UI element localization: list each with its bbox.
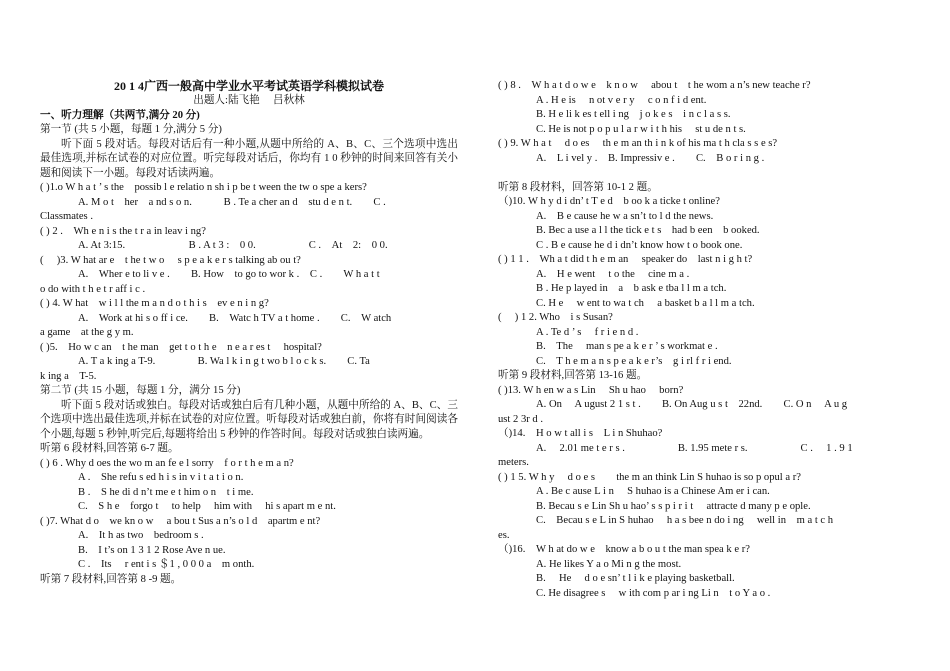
question-2-options: A. At 3:15. B . A t 3 : 0 0. C . At 2: 0 0. [78,240,388,251]
question-15-option-b: B. Becau s e Lin Sh u hao’ s s p i r i t attracte d many p e ople. [536,500,811,512]
question-16-option-b: B. He d o e sn’ t l i k e playing basketball. [536,573,735,584]
question-14-options: A. 2.01 me t e r s . B. 1.95 mete r s. C . 1 . 9 1 [536,442,853,454]
question-8-option-b: B. H e li k es t ell i ng j o k e s i n c l a s s. [536,109,731,120]
question-11-option-b: B . He p layed in a b ask e tba l l m a tch. [536,283,727,294]
right-column [498,0,912,601]
question-5-options: A. T a k ing a T-9. B. Wa l k i n g t wo b l o c k s. C. Ta [78,356,370,367]
question-13-options: A. On A ugust 2 1 s t . B. On Aug u s t 22nd. C. O n A u g [536,399,848,410]
section2-heading: 第二节 (共 15 小题，每题 1 分，满分 15 分) [40,385,241,396]
question-11: ( ) 1 1 . Wh a t did t h e m an speaker do last n i g h t? [498,254,753,265]
left-column [40,0,458,587]
question-2: ( ) 2 . Wh e n i s the t r a in leav i ng? [40,225,206,237]
question-15-option-a: A . Be c ause L i n S huhao is a Chinese Am er i can. [536,486,770,497]
question-9: ( ) 9. W h a t d o es th e m an th i n k of his ma t h cla s s e s? [498,138,778,149]
question-14-options-cont: meters. [498,457,529,468]
question-15-option-c: C. Becau s e L in S huhao h a s bee n do i ng well in m a t c h [536,515,834,526]
question-8-option-a: A . H e is n ot v e r y c o n f i d ent. [536,94,707,106]
section1-instructions: 听下面 5 段对话。每段对话后有一种小题,从题中所给的 A、B、C、三个选项中选出最佳选项,并标在试卷的对应位置。听完每段对话后，你均有 1 0 秒钟的时间来回答有关小题和阅读下一小题。每段对话读两遍。 [40,138,458,179]
question-7-option-a: A. It h as two bedroom s . [78,530,204,541]
question-7-option-b: B. I t’s on 1 3 1 2 Rose Ave n ue. [78,544,226,556]
question-7-option-c: C . Its r ent i s ＄1 , 0 0 0 a m onth. [78,559,255,570]
question-1-options-cont: Classmates . [40,211,93,222]
question-13-options-cont: ust 2 3r d . [498,413,544,425]
question-10-option-b: B. Bec a use a l l the tick e t s had b een b ooked. [536,225,760,236]
question-8: ( ) 8 . W h a t d o w e k n o w abou t t he wom a n’s new teache r? [498,80,811,91]
material-6-note: 听第 6 段材料,回答第 6-7 题。 [40,443,179,454]
question-3-options-cont: o do with t h e t r aff i c . [40,283,146,295]
section1-heading: 第一节 (共 5 小题，每题 1 分,满分 5 分) [40,124,222,135]
material-7-note: 听第 7 段材料,回答第 8 -9 题。 [40,573,182,585]
question-5: ( )5. Ho w c an t he man get t o t h e n e a r es t hospital? [40,341,322,353]
material-8-note: 听第 8 段材料，回答第 10-1 2 题。 [498,181,658,193]
question-1: ( )1.o W h a t ’ s the possib l e relatio n sh i p be t ween the tw o spe a kers? [40,182,367,193]
question-13: ( )13. W h en w a s Lin Sh u hao born? [498,384,684,396]
question-12-option-c: C. T h e m a n s p e a k e r’s g i rl f r i end. [536,355,732,367]
exam-title: 20 1 4广西一般高中学业水平考试英语学科模拟试卷 [113,79,384,93]
question-5-options-cont: k ing a T-5. [40,370,97,382]
section2-instructions: 听下面 5 段对话或独白。每段对话或独白后有几种小题，从题中所给的 A、B、C、三个选项中选出最佳选项,并标在试卷的对应位置。听每段对话或独白前，你将有时间阅读各个小题,每题 5 秒钟,听完后,每题将给出 5 秒钟的作答时间。每段对话或独白读两遍。 [40,399,458,440]
question-10-option-c: C . B e cause he d i dn’t know how t o book one. [536,239,743,251]
question-12-option-a: A . Te d ’ s f r i e n d . [536,326,639,338]
question-6: ( ) 6 . Why d oes the wo m an fe e l sorry f o r t h e m a n? [40,457,294,469]
question-10: （)10. W h y d i dn’ t T e d b oo k a ticke t online? [498,196,720,207]
question-12: ( ) 1 2. Who i s Susan? [498,312,613,323]
question-16-option-c: C. He disagree s w ith com p ar i ng Li n t o Y a o . [536,587,771,599]
question-3: ( )3. W hat ar e t he t w o s p e a k e r s talking ab ou t? [40,254,301,266]
question-11-option-a: A. H e went t o the cine m a . [536,268,690,280]
authors-line: 出题人:陆飞艳 吕秋林 [193,95,305,106]
question-16-option-a: A. He likes Y a o Mi n g the most. [536,558,682,570]
question-11-option-c: C. H e w ent to wa t ch a basket b a l l m a tch. [536,297,755,309]
question-8-option-c: C. He is not p o p u l a r w i t h his st u de n t s. [536,123,746,135]
question-9-options: A. L i vel y . B. Impressiv e . C. B o r i n g . [536,152,765,164]
question-14: （)14. H o w t all i s L i n Shuhao? [498,428,663,439]
question-3-options: A. Wher e to li v e . B. How to go to wor k . C . W h a t t [78,269,380,280]
question-10-option-a: A. B e cause he w a sn’t to l d the news. [536,210,714,222]
question-4: ( ) 4. W hat w i l l the m a n d o t h i s ev e n i n g? [40,298,269,309]
question-1-options: A. M o t her a nd s o n. B . Te a cher an d stu d e n t. C . [78,196,386,208]
question-6-option-c: C. S h e forgo t to help him with hi s apart m e nt. [78,501,336,512]
question-6-option-b: B . S he di d n’t me e t him o n t i me. [78,486,254,498]
question-6-option-a: A . She refu s ed h i s in v i t a t i o n. [78,472,244,483]
question-15: ( ) 1 5. W h y d o e s the m an think Lin S huhao is so p opul a r? [498,471,801,483]
question-12-option-b: B. The man s pe a k e r ’ s workmat e . [536,341,718,352]
question-15-option-c-cont: es. [498,529,510,541]
question-4-options: A. Work at hi s o ff i ce. B. Watc h TV a t home . C. W atch [78,312,392,324]
question-16: （)16. W h at do w e know a b o u t the man spea k e r? [498,544,750,555]
question-7: ( )7. What d o we kn o w a bou t Sus a n’s o l d apartm e nt? [40,515,321,527]
part1-heading: 一、听力理解（共两节,满分 20 分) [40,109,200,121]
material-9-note: 听第 9 段材料,回答第 13-16 题。 [498,370,648,381]
question-4-options-cont: a game at the g y m. [40,327,134,338]
